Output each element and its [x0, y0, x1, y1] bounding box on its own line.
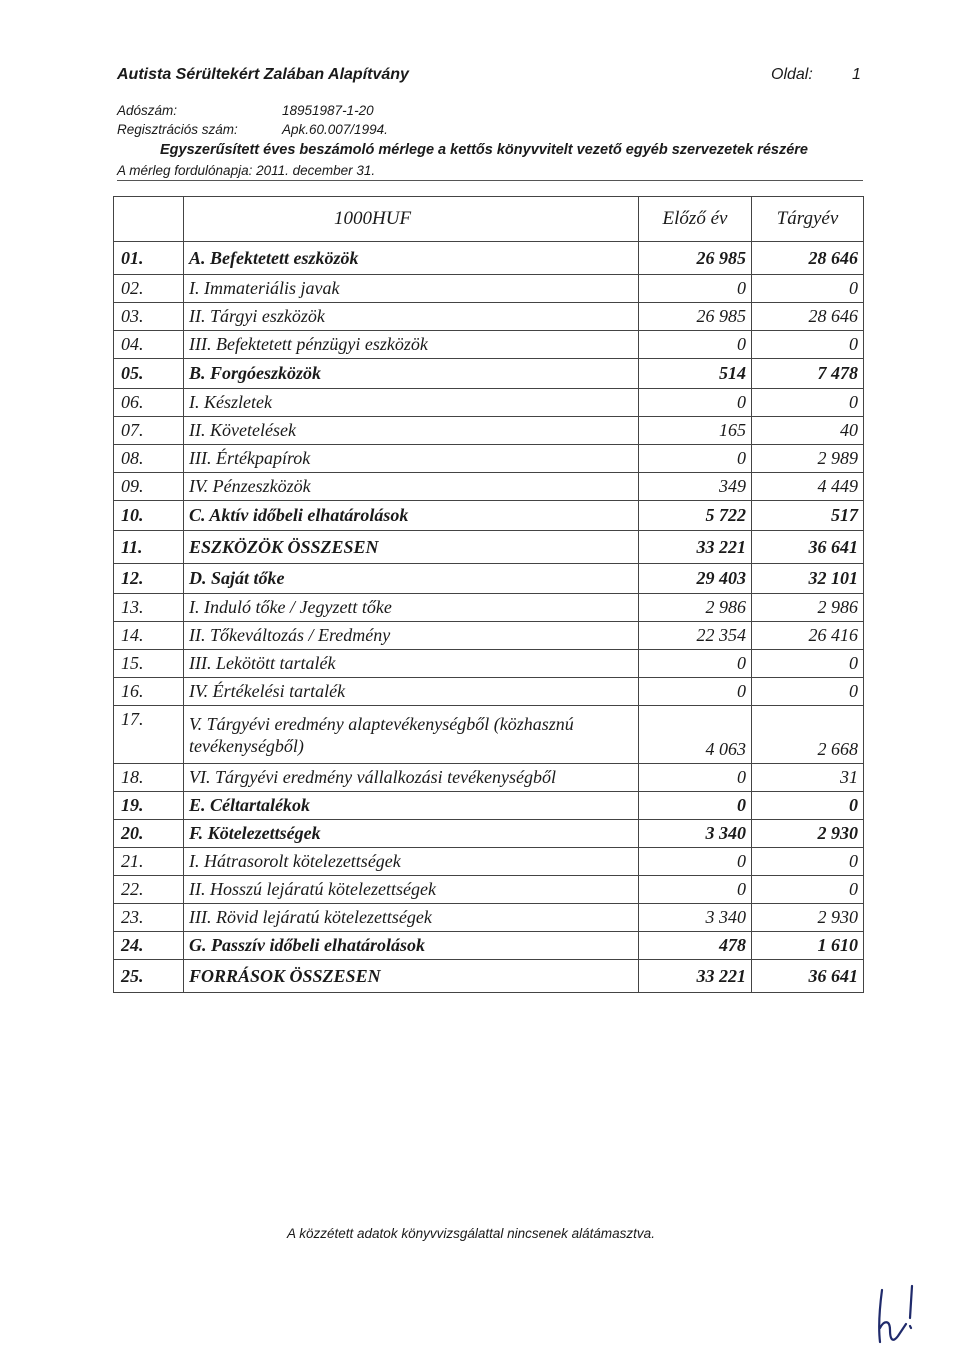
row-code: 20.	[114, 820, 184, 848]
table-row	[114, 764, 864, 792]
row-prev-year-value: 0	[639, 764, 752, 792]
row-prev-year-value: 514	[639, 359, 752, 389]
row-label: C. Aktív időbeli elhatárolások	[184, 501, 639, 531]
row-label: I. Immateriális javak	[184, 275, 639, 303]
row-code: 01.	[114, 242, 184, 275]
row-current-year-value: 517	[752, 501, 864, 531]
registration-value: Apk.60.007/1994.	[282, 122, 388, 137]
table-row	[114, 501, 864, 531]
table-row	[114, 678, 864, 706]
row-code: 05.	[114, 359, 184, 389]
row-code: 04.	[114, 331, 184, 359]
table-row	[114, 650, 864, 678]
row-prev-year-value: 26 985	[639, 242, 752, 275]
row-label: IV. Értékelési tartalék	[184, 678, 639, 706]
row-label: I. Készletek	[184, 389, 639, 417]
header-divider	[117, 180, 863, 181]
row-code: 13.	[114, 594, 184, 622]
row-prev-year-value: 0	[639, 650, 752, 678]
report-title: Egyszerűsített éves beszámoló mérlege a kettős könyvvitelt vezető egyéb szervezetek részére	[160, 142, 808, 158]
header-code-cell	[114, 197, 184, 242]
row-current-year-value: 2 989	[752, 445, 864, 473]
row-label: G. Passzív időbeli elhatárolások	[184, 932, 639, 960]
row-code: 19.	[114, 792, 184, 820]
row-prev-year-value: 349	[639, 473, 752, 501]
row-prev-year-value: 4 063	[639, 706, 752, 764]
row-current-year-value: 4 449	[752, 473, 864, 501]
row-code: 09.	[114, 473, 184, 501]
row-prev-year-value: 0	[639, 445, 752, 473]
row-code: 15.	[114, 650, 184, 678]
row-current-year-value: 0	[752, 678, 864, 706]
row-current-year-value: 2 986	[752, 594, 864, 622]
balance-sheet-table	[113, 196, 864, 993]
table-row	[114, 331, 864, 359]
tax-number-label: Adószám:	[117, 103, 178, 118]
row-current-year-value: 7 478	[752, 359, 864, 389]
row-prev-year-value: 0	[639, 792, 752, 820]
row-current-year-value: 32 101	[752, 564, 864, 594]
row-prev-year-value: 0	[639, 876, 752, 904]
row-current-year-value: 0	[752, 876, 864, 904]
row-current-year-value: 28 646	[752, 303, 864, 331]
table-row	[114, 531, 864, 564]
row-prev-year-value: 22 354	[639, 622, 752, 650]
row-label: II. Hosszú lejáratú kötelezettségek	[184, 876, 639, 904]
row-prev-year-value: 3 340	[639, 820, 752, 848]
row-current-year-value: 1 610	[752, 932, 864, 960]
row-current-year-value: 0	[752, 848, 864, 876]
row-current-year-value: 0	[752, 389, 864, 417]
row-code: 11.	[114, 531, 184, 564]
row-code: 10.	[114, 501, 184, 531]
row-label: A. Befektetett eszközök	[184, 242, 639, 275]
page-number: 1	[852, 66, 861, 83]
row-current-year-value: 28 646	[752, 242, 864, 275]
handwritten-signature-icon	[868, 1280, 928, 1350]
row-current-year-value: 31	[752, 764, 864, 792]
table-row	[114, 359, 864, 389]
row-label: III. Lekötött tartalék	[184, 650, 639, 678]
row-code: 23.	[114, 904, 184, 932]
row-current-year-value: 0	[752, 792, 864, 820]
row-label: II. Tőkeváltozás / Eredmény	[184, 622, 639, 650]
table-row	[114, 564, 864, 594]
table-row	[114, 417, 864, 445]
row-prev-year-value: 33 221	[639, 960, 752, 993]
table-header-row	[114, 197, 864, 242]
row-current-year-value: 26 416	[752, 622, 864, 650]
row-prev-year-value: 26 985	[639, 303, 752, 331]
page-label: Oldal:	[771, 66, 813, 83]
row-label: II. Követelések	[184, 417, 639, 445]
row-label: III. Értékpapírok	[184, 445, 639, 473]
row-label: ESZKÖZÖK ÖSSZESEN	[184, 531, 639, 564]
table-row	[114, 960, 864, 993]
tax-number-value: 18951987-1-20	[282, 103, 374, 118]
row-current-year-value: 36 641	[752, 531, 864, 564]
table-row	[114, 848, 864, 876]
table-row	[114, 275, 864, 303]
row-code: 07.	[114, 417, 184, 445]
row-prev-year-value: 5 722	[639, 501, 752, 531]
row-label: D. Saját tőke	[184, 564, 639, 594]
row-current-year-value: 40	[752, 417, 864, 445]
row-label: FORRÁSOK ÖSSZESEN	[184, 960, 639, 993]
row-current-year-value: 36 641	[752, 960, 864, 993]
row-code: 06.	[114, 389, 184, 417]
row-prev-year-value: 0	[639, 389, 752, 417]
table-row	[114, 792, 864, 820]
row-current-year-value: 0	[752, 275, 864, 303]
table-row	[114, 904, 864, 932]
row-label: I. Hátrasorolt kötelezettségek	[184, 848, 639, 876]
row-code: 08.	[114, 445, 184, 473]
row-current-year-value: 2 930	[752, 904, 864, 932]
table-row	[114, 445, 864, 473]
row-label: I. Induló tőke / Jegyzett tőke	[184, 594, 639, 622]
row-prev-year-value: 2 986	[639, 594, 752, 622]
row-prev-year-value: 33 221	[639, 531, 752, 564]
row-code: 16.	[114, 678, 184, 706]
row-label: II. Tárgyi eszközök	[184, 303, 639, 331]
row-prev-year-value: 0	[639, 678, 752, 706]
unit-header: 1000HUF	[184, 197, 639, 242]
audit-note: A közzétett adatok könyvvizsgálattal nincsenek alátámasztva.	[287, 1226, 655, 1241]
row-code: 18.	[114, 764, 184, 792]
current-year-header: Tárgyév	[752, 197, 864, 242]
table-row	[114, 820, 864, 848]
registration-label: Regisztrációs szám:	[117, 122, 238, 137]
row-code: 02.	[114, 275, 184, 303]
table-row	[114, 473, 864, 501]
row-code: 03.	[114, 303, 184, 331]
row-label: III. Befektetett pénzügyi eszközök	[184, 331, 639, 359]
row-prev-year-value: 0	[639, 331, 752, 359]
table-row	[114, 389, 864, 417]
row-code: 21.	[114, 848, 184, 876]
row-code: 25.	[114, 960, 184, 993]
row-label: VI. Tárgyévi eredmény vállalkozási tevékenységből	[184, 764, 639, 792]
row-prev-year-value: 165	[639, 417, 752, 445]
table-row	[114, 242, 864, 275]
row-code: 24.	[114, 932, 184, 960]
row-current-year-value: 2 668	[752, 706, 864, 764]
table-row	[114, 876, 864, 904]
table-row	[114, 706, 864, 764]
row-label: IV. Pénzeszközök	[184, 473, 639, 501]
table-row	[114, 622, 864, 650]
row-current-year-value: 2 930	[752, 820, 864, 848]
organization-name: Autista Sérültekért Zalában Alapítvány	[117, 66, 409, 83]
row-label: V. Tárgyévi eredmény alaptevékenységből (közhasznú tevékenységből)	[184, 706, 639, 764]
row-current-year-value: 0	[752, 331, 864, 359]
prev-year-header: Előző év	[639, 197, 752, 242]
row-current-year-value: 0	[752, 650, 864, 678]
row-label: B. Forgóeszközök	[184, 359, 639, 389]
row-code: 17.	[114, 706, 184, 764]
row-label: F. Kötelezettségek	[184, 820, 639, 848]
row-prev-year-value: 29 403	[639, 564, 752, 594]
row-prev-year-value: 0	[639, 275, 752, 303]
row-label: III. Rövid lejáratú kötelezettségek	[184, 904, 639, 932]
report-date: A mérleg fordulónapja: 2011. december 31.	[117, 163, 376, 178]
row-code: 14.	[114, 622, 184, 650]
row-prev-year-value: 3 340	[639, 904, 752, 932]
table-row	[114, 594, 864, 622]
row-code: 12.	[114, 564, 184, 594]
row-prev-year-value: 0	[639, 848, 752, 876]
row-prev-year-value: 478	[639, 932, 752, 960]
table-row	[114, 932, 864, 960]
row-code: 22.	[114, 876, 184, 904]
row-label: E. Céltartalékok	[184, 792, 639, 820]
table-row	[114, 303, 864, 331]
